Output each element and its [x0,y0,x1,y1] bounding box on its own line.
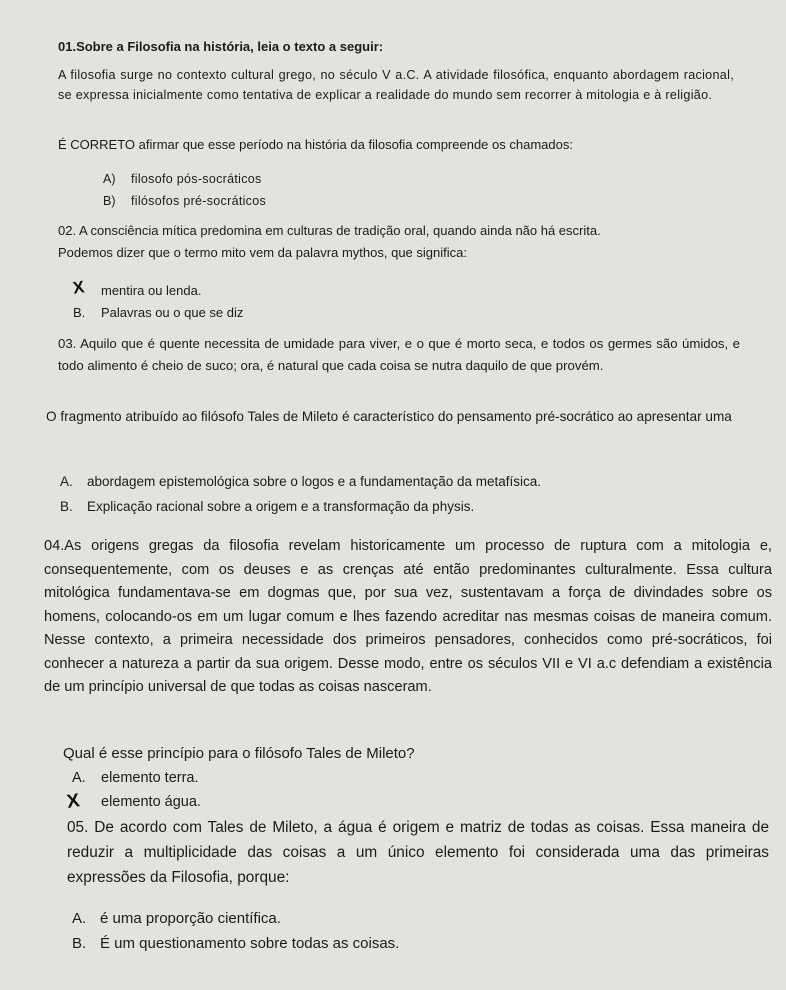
q3-option-b-text: Explicação racional sobre a origem e a transformação da physis. [87,499,475,514]
q1-prompt: É CORRETO afirmar que esse período na história da filosofia compreende os chamados: [58,137,573,152]
q1-option-b-text: filósofos pré-socráticos [131,194,267,208]
q5-option-b-text: É um questionamento sobre todas as coisas. [100,935,400,952]
q2-prompt: Podemos dizer que o termo mito vem da palavra mythos, que significa: [58,245,467,260]
q1-option-a-text: filosofo pós-socráticos [131,172,262,186]
q4-text: 04.As origens gregas da filosofia revelam historicamente um processo de ruptura com a mitologia e, consequentemente, com os deuses e as crenças até então predominantes culturalmente. Essa cultura mitológica fundamentava-se em dogmas que, por sua vez, sustentavam a força de divindades sobre os homens, colocando-os em um lugar comum e lhes fazendo acreditar nas mesmas coisas de maneira comum. Nesse contexto, a primeira necessidade dos primeiros pensadores, conhecidos como pré-socráticos, foi conhecer a natureza a partir da sua origem. Desse modo, entre os séculos VII e VI a.c defendiam a existência de um princípio universal de que todas as coisas nasceram. [44,538,772,695]
q2-option-a-text: mentira ou lenda. [101,283,202,298]
q2-option-b-letter: B. [73,305,86,320]
q1-heading: 01.Sobre a Filosofia na história, leia o texto a seguir: [58,39,384,54]
q4-prompt: Qual é esse princípio para o filósofo Tales de Mileto? [63,745,415,762]
q4-option-b-crossmark: X [65,790,82,813]
q4-option-b-text: elemento água. [101,794,201,810]
q5-option-a-letter: A. [72,910,87,927]
q3-option-a-text: abordagem epistemológica sobre o logos e a fundamentação da metafísica. [87,474,542,489]
q2-option-b-text: Palavras ou o que se diz [101,305,244,320]
q1-option-b-letter: B) [103,194,116,208]
q5-option-b-letter: B. [72,935,87,952]
q3-text: 03. Aquilo que é quente necessita de umidade para viver, e o que é morto seca, e todos os germes são úmidos, e todo alimento é cheio de suco; ora, é natural que cada coisa se nutra daquilo de que provém. [58,336,740,373]
q5-text: 05. De acordo com Tales de Mileto, a água é origem e matriz de todas as coisas. Essa maneira de reduzir a multiplicidade das coisas a um único elemento foi considerada uma das primeiras expressões da Filosofia, porque: [67,819,769,886]
q3-option-b-letter: B. [60,499,73,514]
q4-option-a-letter: A. [72,770,86,786]
q1-text: A filosofia surge no contexto cultural grego, no século V a.C. A atividade filosófica, enquanto abordagem racional, se expressa inicialmente como tentativa de explicar a realidade do mundo sem recorrer à mitologia e à religião. [58,68,734,102]
q3-option-a-letter: A. [60,474,73,489]
q1-option-a-letter: A) [103,172,116,186]
q2-option-a-crossmark: X [71,277,86,298]
q5-option-a-text: é uma proporção científica. [100,910,281,927]
q3-prompt: O fragmento atribuído ao filósofo Tales de Mileto é característico do pensamento pré-socrático ao apresentar uma [46,409,732,424]
q2-text: 02. A consciência mítica predomina em culturas de tradição oral, quando ainda não há escrita. [58,223,601,238]
q4-option-a-text: elemento terra. [101,770,199,786]
